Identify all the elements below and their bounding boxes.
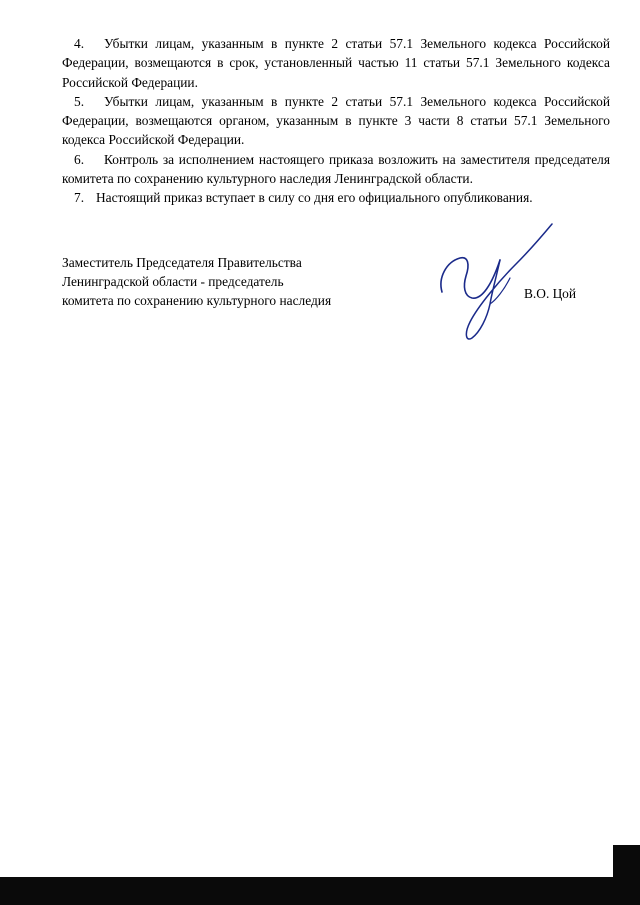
signatory-title-line: Ленинградской области - председатель bbox=[62, 274, 284, 289]
signatory-title-line: комитета по сохранению культурного наследия bbox=[62, 293, 332, 308]
scan-bottom-border bbox=[0, 877, 640, 905]
order-item-5 bbox=[62, 92, 610, 150]
item-text: Настоящий приказ вступает в силу со дня его официального опубликования. bbox=[96, 190, 533, 206]
item-number: 5. bbox=[74, 93, 85, 109]
order-item-6 bbox=[62, 150, 610, 189]
item-number: 7. bbox=[74, 190, 85, 206]
item-number: 4. bbox=[74, 36, 85, 51]
item-text: Убытки лицам, указанным в пункте 2 статьи 57.1 Земельного кодекса Российской Федерации, возмещаются органом, указанным в пункте 3 части 8 статьи 57.1 Земельного кодекса Российской Федерации. bbox=[62, 93, 610, 148]
order-items bbox=[62, 34, 610, 208]
item-text: Контроль за исполнением настоящего приказа возложить на заместителя председателя комитета по сохранению культурного наследия Ленинградской области. bbox=[62, 151, 610, 187]
scan-edge-shadow bbox=[613, 845, 640, 877]
item-number: 6. bbox=[74, 151, 85, 167]
handwritten-signature bbox=[430, 220, 560, 345]
order-item-7 bbox=[62, 188, 610, 207]
signatory-name: В.О. Цой bbox=[524, 286, 576, 301]
signatory-title-line: Заместитель Председателя Правительства bbox=[62, 255, 302, 270]
order-item-4 bbox=[62, 34, 610, 92]
item-text: Убытки лицам, указанным в пункте 2 статьи 57.1 Земельного кодекса Российской Федерации, возмещаются в срок, установленный частью 11 статьи 57.1 Земельного кодекса Российской Федерации. bbox=[62, 36, 610, 90]
